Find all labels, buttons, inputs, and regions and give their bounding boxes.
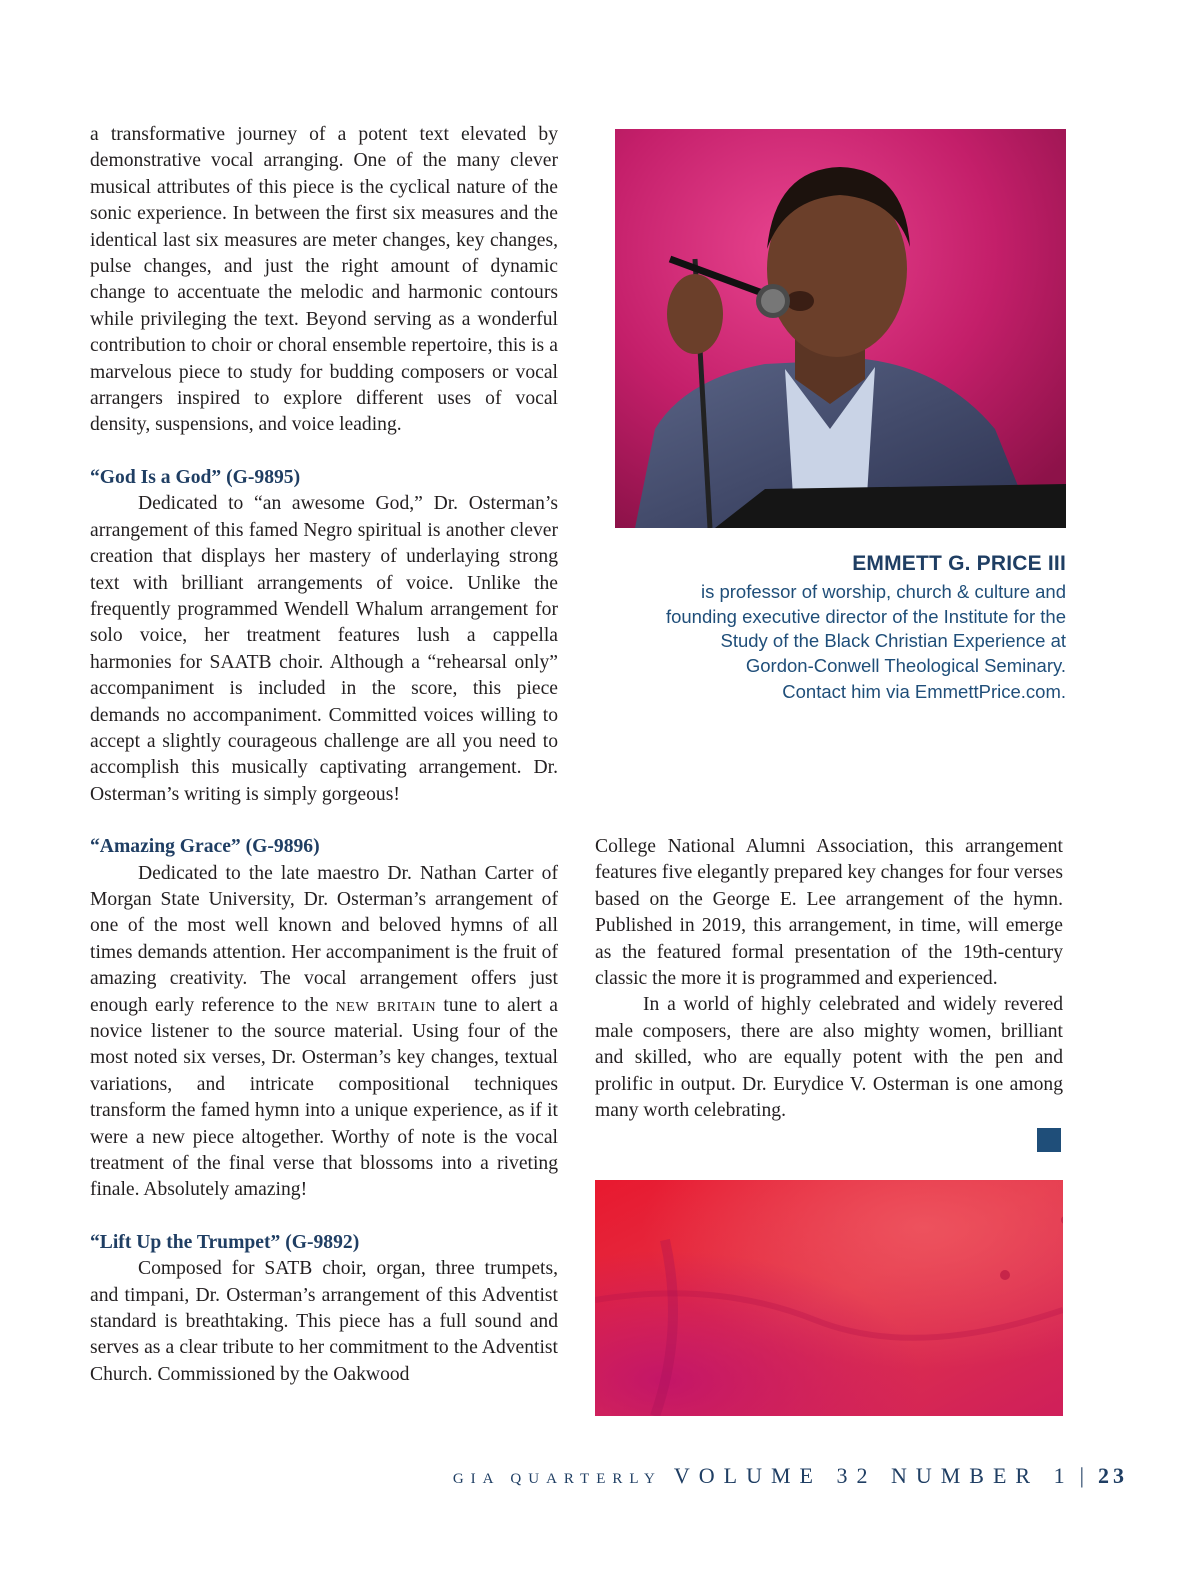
section-heading-lift-up-the-trumpet: “Lift Up the Trumpet” (G-9892) [90, 1231, 360, 1253]
bio-line: is professor of worship, church & culture and [700, 581, 1066, 602]
bio-line: founding executive director of the Institute for the [665, 605, 1066, 627]
continuation-paragraph: College National Alumni Association, this arrangement features five elegantly prepared key changes for four verses based on the George E. Lee arrangement of the hymn. Published in 2019, this arrangement, in time, will emerge as the featured formal presentation of the 19th-century classic the more it is programmed and experienced. [595, 836, 1063, 990]
closing-paragraph: In a world of highly celebrated and widely revered male composers, there are also mighty women, brilliant and skilled, who are equally potent with the pen and prolific in output. Dr. Eurydice V. Osterman is one among many worth celebrating. [595, 994, 1063, 1122]
bio-line: Study of the Black Christian Experience at [720, 630, 1066, 652]
painting-illustration [595, 1180, 1063, 1416]
right-column [595, 834, 1063, 1124]
section-heading-amazing-grace: “Amazing Grace” (G-9896) [90, 836, 320, 858]
bio-line: Gordon-Conwell Theological Seminary. [745, 654, 1066, 676]
abstract-painting-image [595, 1180, 1063, 1416]
tune-name: new britain [335, 994, 437, 1016]
amazing-grace-text-part2: tune to alert a novice listener to the source material. Using four of the most noted six verses, Dr. Osterman’s key changes, textual variations, and intricate compositional techniques transform the famed hymn into a unique experience, as if it were a new piece altogether. Worthy of note is the vocal treatment of the final verse that blossoms into a riveting finale. Absolutely amazing! [90, 994, 558, 1201]
singer-illustration [615, 129, 1066, 528]
page-number: 23 [1098, 1463, 1128, 1488]
volume-issue: VOLUME 32 NUMBER 1 [673, 1463, 1074, 1488]
magazine-name: GIA QUARTERLY [452, 1471, 662, 1487]
author-bio [600, 550, 1066, 705]
section-body-lift-up-the-trumpet: Composed for SATB choir, organ, three trumpets, and timpani, Dr. Osterman’s arrangement of this Adventist standard is breathtaking. This piece has a full sound and serves as a clear tribute to her commitment to the Adventist Church. Commissioned by the Oakwood [90, 1258, 558, 1385]
square-end-mark-icon [1037, 1128, 1061, 1152]
section-heading-god-is-a-god: “God Is a God” (G-9895) [90, 466, 301, 488]
author-photo [615, 129, 1066, 528]
footer-separator: | [1079, 1463, 1084, 1488]
left-column [90, 122, 558, 1388]
page-footer [453, 1463, 1128, 1489]
author-name: EMMETT G. PRICE III [852, 552, 1066, 575]
section-body-amazing-grace [90, 861, 558, 1204]
intro-paragraph: a transformative journey of a potent text elevated by demonstrative vocal arranging. One of the many clever musical attributes of this piece is the cyclical nature of the sonic experience. In between the first six measures and the identical last six measures are meter changes, key changes, pulse changes, and just the right amount of dynamic change to accentuate the melodic and harmonic contours while privileging the text. Beyond serving as a wonderful contribution to choir or choral ensemble repertoire, this is a marvelous piece to study for budding composers or vocal arrangers inspired to explore different uses of vocal density, suspensions, and voice leading. [90, 124, 558, 436]
author-description [600, 580, 1066, 705]
amazing-grace-text-part1: Dedicated to the late maestro Dr. Nathan Carter of Morgan State University, Dr. Osterman’s arrangement of one of the most well known and beloved hymns of all times demands attention. Her accompaniment is the fruit of amazing creativity. The vocal arrangement offers just enough early reference to the [90, 862, 558, 1016]
bio-contact-line: Contact him via EmmettPrice.com. [782, 681, 1066, 703]
section-body-god-is-a-god: Dedicated to “an awesome God,” Dr. Osterman’s arrangement of this famed Negro spiritual is another clever creation that displays her mastery of underlaying strong text with brilliant arrangements of voice. Unlike the frequently programmed Wendell Whalum arrangement for solo voice, her treatment features lush a cappella harmonies for SAATB choir. Although a “rehearsal only” accompaniment is included in the score, this piece demands no accompaniment. Committed voices willing to accept a slightly courageous challenge are all you need to accomplish this musically captivating arrangement. Dr. Osterman’s writing is simply gorgeous! [90, 493, 558, 805]
